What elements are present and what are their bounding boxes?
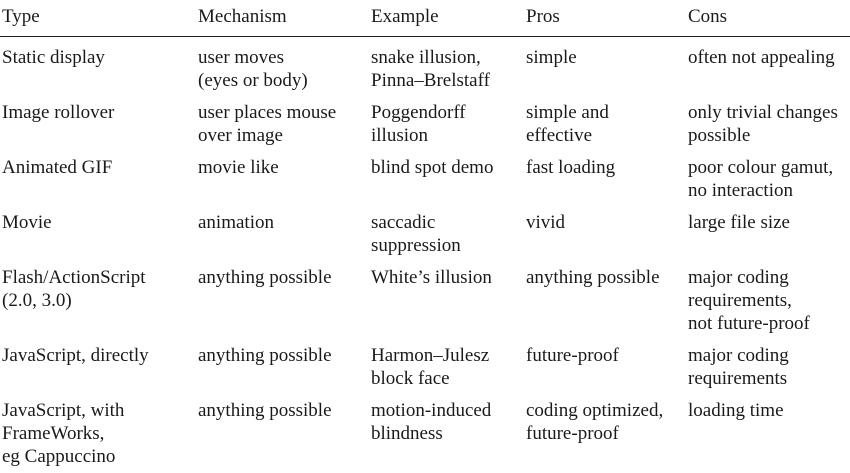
table-row bbox=[0, 37, 850, 94]
cell-cons: poor colour gamut, no interaction bbox=[688, 157, 834, 201]
table-row bbox=[0, 203, 850, 258]
cell-pros: fast loading bbox=[526, 157, 616, 178]
table-row bbox=[0, 93, 850, 148]
table-row bbox=[0, 258, 850, 336]
cell-pros: coding optimized, future-proof bbox=[526, 400, 664, 444]
cell-type: Flash/ActionScript (2.0, 3.0) bbox=[2, 267, 146, 311]
cell-pros: future-proof bbox=[526, 345, 619, 366]
cell-type: JavaScript, directly bbox=[2, 345, 149, 366]
table-header bbox=[0, 0, 850, 37]
cell-mechanism: anything possible bbox=[198, 267, 332, 288]
cell-mechanism: user places mouse over image bbox=[198, 102, 337, 146]
cell-cons: major coding requirements bbox=[688, 345, 789, 389]
header-mechanism: Mechanism bbox=[196, 0, 369, 37]
cell-cons: large file size bbox=[688, 212, 790, 233]
cell-example: saccadic suppression bbox=[371, 212, 461, 256]
cell-example: Harmon–Julesz block face bbox=[371, 345, 490, 389]
cell-mechanism: animation bbox=[198, 212, 274, 233]
cell-mechanism: movie like bbox=[198, 157, 279, 178]
header-row bbox=[0, 0, 850, 37]
cell-cons: loading time bbox=[688, 400, 784, 421]
cell-example: motion-induced blindness bbox=[371, 400, 492, 444]
header-cons: Cons bbox=[686, 0, 850, 37]
table-row bbox=[0, 336, 850, 391]
cell-example: Poggendorff illusion bbox=[371, 102, 466, 146]
table-row bbox=[0, 148, 850, 203]
cell-mechanism: anything possible bbox=[198, 400, 332, 421]
cell-type: Image rollover bbox=[2, 102, 115, 123]
cell-type: Animated GIF bbox=[2, 157, 113, 178]
cell-pros: simple and effective bbox=[526, 102, 609, 146]
cell-example: blind spot demo bbox=[371, 157, 494, 178]
cell-cons: major coding requirements, not future-proof bbox=[688, 267, 810, 334]
cell-type: JavaScript, with FrameWorks, eg Cappuccino bbox=[2, 400, 125, 467]
cell-type: Movie bbox=[2, 212, 52, 233]
cell-example: White’s illusion bbox=[371, 267, 492, 288]
cell-mechanism: anything possible bbox=[198, 345, 332, 366]
header-type: Type bbox=[0, 0, 196, 37]
cell-mechanism: user moves (eyes or body) bbox=[198, 47, 308, 91]
header-example: Example bbox=[369, 0, 524, 37]
cell-pros: anything possible bbox=[526, 267, 660, 288]
table-row bbox=[0, 391, 850, 469]
cell-cons: only trivial changes possible bbox=[688, 102, 838, 146]
cell-pros: simple bbox=[526, 47, 577, 68]
cell-example: snake illusion, Pinna–Brelstaff bbox=[371, 47, 490, 91]
cell-cons: often not appealing bbox=[688, 47, 835, 68]
header-pros: Pros bbox=[524, 0, 686, 37]
cell-type: Static display bbox=[2, 47, 105, 68]
table-body bbox=[0, 37, 850, 470]
cell-pros: vivid bbox=[526, 212, 566, 233]
